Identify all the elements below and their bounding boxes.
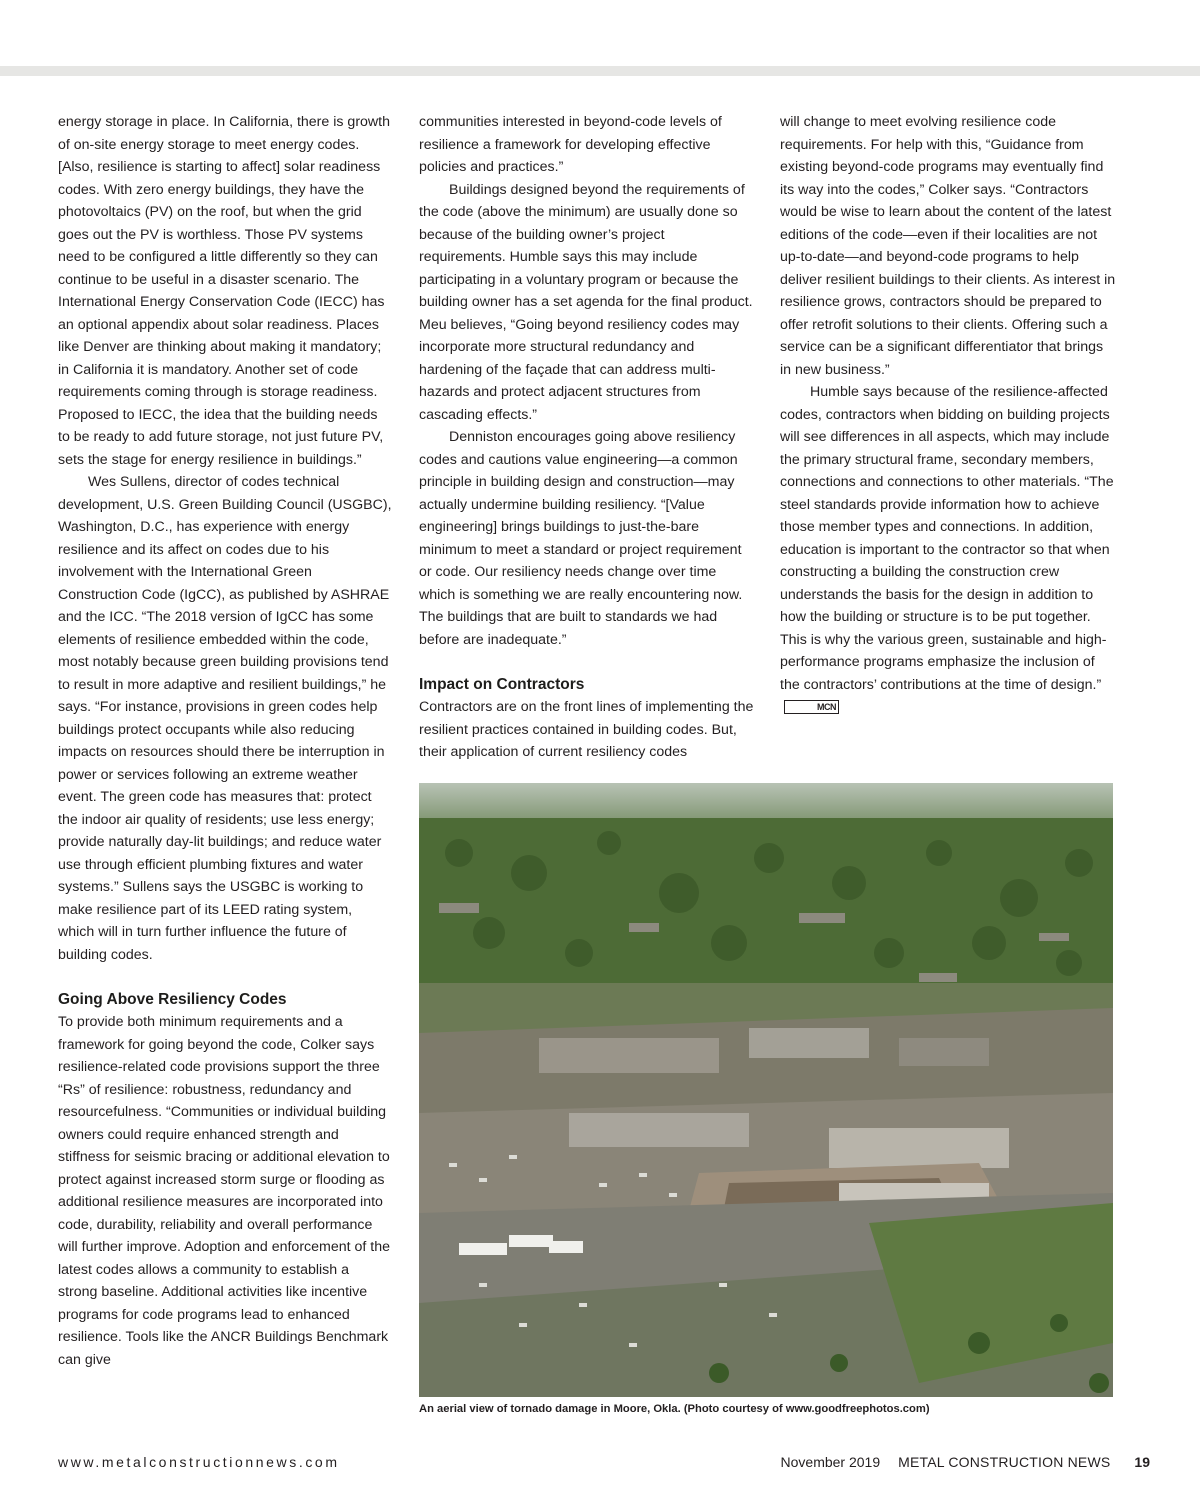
body-paragraph: communities interested in beyond-code levels of resilience a framework for developing effective policies and practices.” <box>419 114 722 175</box>
end-of-article-mark: MCN <box>784 700 839 714</box>
footer-issue-date: November 2019 <box>780 1454 881 1470</box>
section-heading-going-above: Going Above Resiliency Codes <box>58 990 287 1008</box>
body-paragraph: Buildings designed beyond the requirements of the code (above the minimum) are usually done so because of the building owner’s project requirements. Humble says this may include participating in a voluntary program or because the building owner has a set agenda for the final product. Meu believes, “Going beyond resiliency codes may incorporate more structural redundancy and hardening of the façade that can address multi-hazards and protect adjacent structures from cascading effects.” <box>419 181 753 423</box>
section-heading-impact-on-contractors: Impact on Contractors <box>419 675 585 693</box>
paragraph-text: Humble says because of the resilience-affected codes, contractors when bidding on building projects will see differences in all aspects, which may include the primary structural frame, secondary members, connections and connections to other materials. “The steel standards provide information how to achieve those member types and connections. In addition, education is important to the contractor so that when constructing a building the construction crew understands the basis for the design in addition to how the building or structure is to be put together. This is why the various green, sustainable and high-performance programs emphasize the inclusion of the contractors’ contributions at the time of design.” <box>780 384 1114 693</box>
body-paragraph: energy storage in place. In California, there is growth of on-site energy storage to meet energy codes. [Also, resilience is starting to affect] solar readiness codes. With zero energy buildings, they have the photovoltaics (PV) on the roof, but when the grid goes out the PV is worthless. Those PV systems need to be configured a little differently so they can continue to be useful in a disaster scenario. The International Energy Conservation Code (IECC) has an optional appendix about solar readiness. Places like Denver are thinking about making it mandatory; in California it is mandatory. Another set of code requirements coming through is storage readiness. Proposed to IECC, the idea that the building needs to be ready to add future storage, not just future PV, sets the stage for energy resilience in buildings.” <box>58 114 391 468</box>
text-column-1 <box>58 111 392 1371</box>
body-paragraph: Wes Sullens, director of codes technical development, U.S. Green Building Council (USGBC), Washington, D.C., has experience with energy resilience and its affect on codes due to his involvement with the International Green Construction Code (IgCC), as published by ASHRAE and the ICC. “The 2018 version of IgCC has some elements of resilience embedded within the code, most notably because green building provisions tend to result in more adaptive and resilient buildings,” he says. “For instance, provisions in green codes help buildings protect occupants while also reducing impacts on resources should there be interruption in power or services following an extreme weather event. The green code has measures that: protect the indoor air quality of residents; use less energy; provide naturally day-lit buildings; and reduce water use through efficient plumbing fixtures and water systems.” Sullens says the USGBC is working to make resilience part of its LEED rating system, which will in turn further influence the future of building codes. <box>58 474 392 963</box>
body-paragraph <box>780 381 1116 719</box>
photo-caption: An aerial view of tornado damage in Moore, Okla. (Photo courtesy of www.goodfreephotos.com) <box>419 1403 930 1415</box>
top-gray-band <box>0 66 1200 76</box>
text-column-3 <box>780 111 1116 719</box>
footer-magazine-name: METAL CONSTRUCTION NEWS <box>898 1454 1111 1470</box>
body-paragraph: Contractors are on the front lines of implementing the resilient practices contained in building codes. But, their application of current resiliency codes <box>419 699 754 760</box>
page-number: 19 <box>1134 1454 1150 1470</box>
text-column-2 <box>419 111 755 764</box>
photo-illustration <box>419 783 1113 1397</box>
body-paragraph: To provide both minimum requirements and a framework for going beyond the code, Colker says resilience-related code provisions support the three “Rs” of resilience: robustness, redundancy and resourcefulness. “Communities or individual building owners could require enhanced strength and stiffness for seismic bracing or additional elevation to protect against increased storm surge or flooding as additional resilience measures are incorporated into code, durability, reliability and overall performance will further improve. Adoption and enforcement of the latest codes allows a community to establish a strong baseline. Additional activities like incentive programs for code programs lead to enhanced resilience. Tools like the ANCR Buildings Benchmark can give <box>58 1014 391 1368</box>
body-paragraph: Denniston encourages going above resiliency codes and cautions value engineering—a common principle in building design and construction—may actually undermine building resiliency. “[Value engineering] brings buildings to just-the-bare minimum to meet a standard or project requirement or code. Our resiliency needs change over time which is something we are really encountering now. The buildings that are built to standards we had before are inadequate.” <box>419 429 743 648</box>
body-paragraph: will change to meet evolving resilience code requirements. For help with this, “Guidance from existing beyond-code programs may eventually find its way into the codes,” Colker says. “Contractors would be wise to learn about the content of the latest editions of the code—even if their localities are not up-to-date—and beyond-code programs to help deliver resilient buildings to their clients. As interest in resilience grows, contractors should be prepared to offer retrofit solutions to their clients. Offering such a service can be a significant differentiator that brings in new business.” <box>780 114 1116 378</box>
footer-right <box>781 1454 1150 1470</box>
footer-website-url: www.metalconstructionnews.com <box>58 1454 340 1470</box>
aerial-tornado-damage-photo <box>419 783 1113 1397</box>
